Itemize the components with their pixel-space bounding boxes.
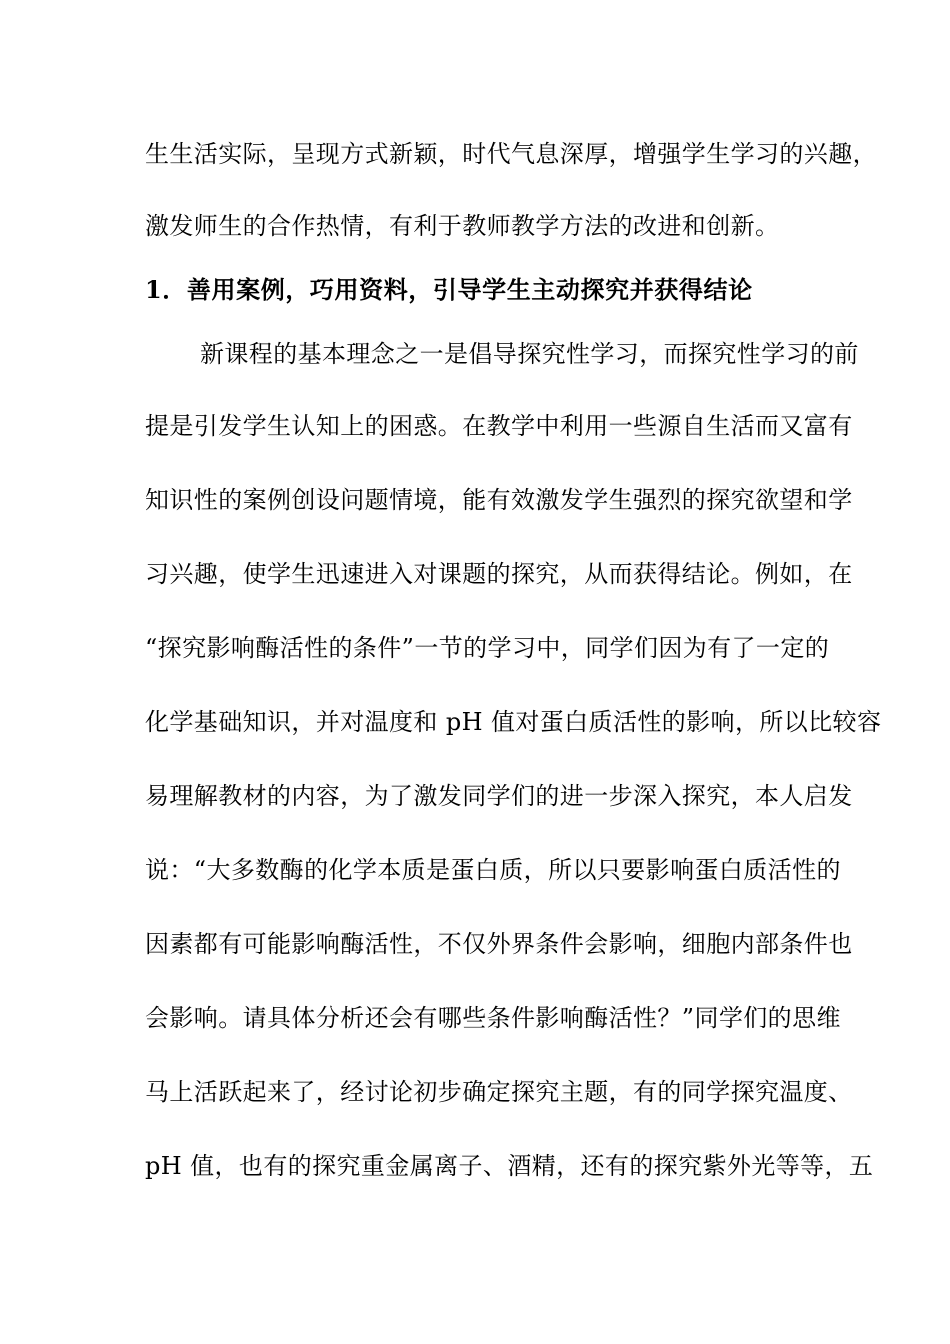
paragraph-line: 激发师生的合作热情，有利于教师教学方法的改进和创新。 [145, 212, 780, 240]
paragraph-line: 马上活跃起来了，经讨论初步确定探究主题，有的同学探究温度、 [145, 1078, 853, 1106]
paragraph-line: 因素都有可能影响酶活性，不仅外界条件会影响，细胞内部条件也 [145, 930, 853, 958]
paragraph-line: 化学基础知识，并对温度和 pH 值对蛋白质活性的影响，所以比较容 [145, 708, 882, 736]
paragraph-line: 新课程的基本理念之一是倡导探究性学习，而探究性学习的前 [200, 340, 859, 368]
paragraph-line: 知识性的案例创设问题情境，能有效激发学生强烈的探究欲望和学 [145, 486, 853, 514]
paragraph-line: 会影响。请具体分析还会有哪些条件影响酶活性？”同学们的思维 [145, 1004, 841, 1032]
paragraph-line: 说：“大多数酶的化学本质是蛋白质，所以只要影响蛋白质活性的 [145, 856, 841, 884]
paragraph-line: pH 值，也有的探究重金属离子、酒精，还有的探究紫外光等等，五 [145, 1152, 874, 1180]
paragraph-line: 生生活实际，呈现方式新颖，时代气息深厚，增强学生学习的兴趣， [145, 140, 877, 168]
paragraph-line: 易理解教材的内容，为了激发同学们的进一步深入探究，本人启发 [145, 782, 853, 810]
paragraph-line: 习兴趣，使学生迅速进入对课题的探究，从而获得结论。例如，在 [145, 560, 853, 588]
paragraph-line: “探究影响酶活性的条件”一节的学习中，同学们因为有了一定的 [145, 634, 830, 662]
section-heading: 1．善用案例，巧用资料，引导学生主动探究并获得结论 [145, 275, 753, 304]
paragraph-line: 提是引发学生认知上的困惑。在教学中利用一些源自生活而又富有 [145, 412, 853, 440]
